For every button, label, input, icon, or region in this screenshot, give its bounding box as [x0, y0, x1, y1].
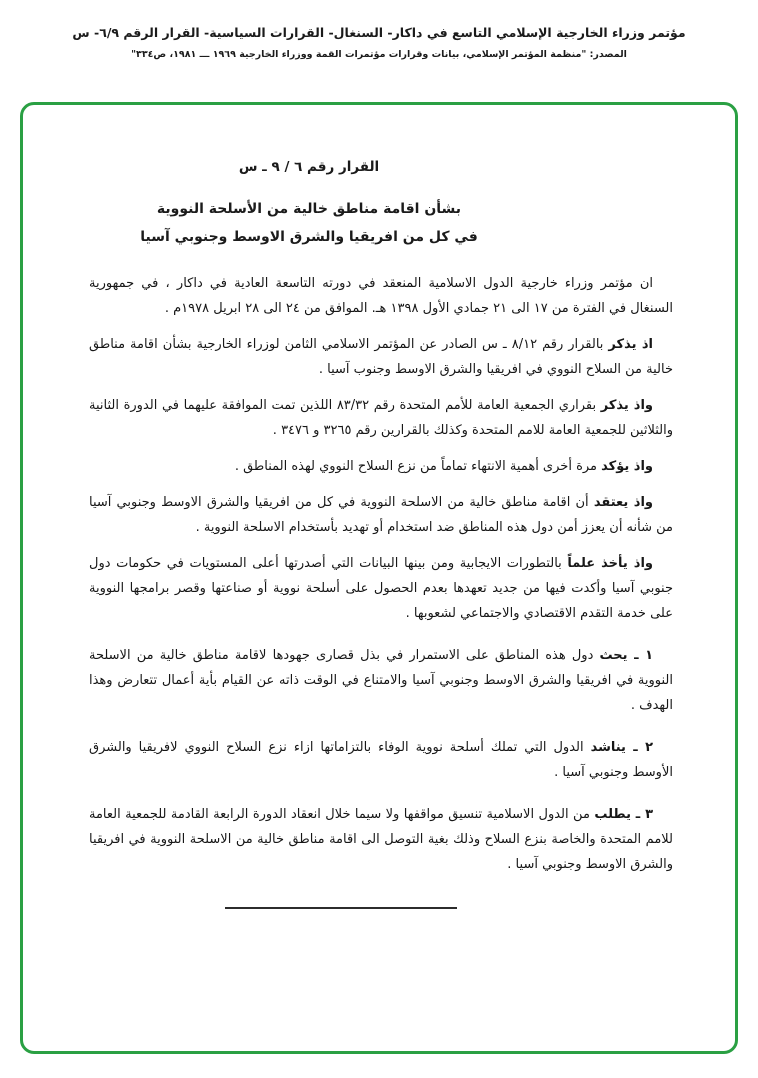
- paragraph-text: ان مؤتمر وزراء خارجية الدول الاسلامية المنعقد في دورته التاسعة العادية في داكار ، في جمهورية السنغال في الفترة من ١٧ الى ٢١ جمادي الأول ١٣٩٨ هـ. الموافق من ٢٤ الى ٢٨ ابريل ١٩٧٨م .: [89, 276, 673, 316]
- item-text: الدول التي تملك أسلحة نووية الوفاء بالتزاماتها ازاء نزع السلاح النووي لافريقيا والشرق الأوسط وجنوبي آسيا .: [89, 740, 673, 780]
- item-lead: يحث: [599, 648, 628, 663]
- document-body: [23, 105, 735, 909]
- resolution-number: القرار رقم ٦ / ٩ ـ س: [238, 159, 380, 175]
- document-frame: [20, 102, 738, 1054]
- footer-divider-line: [225, 907, 457, 909]
- paragraph-lead: واذ يأخذ علماً: [567, 556, 653, 571]
- operative-item-3: [89, 802, 673, 877]
- header-source: المصدر: "منظمة المؤتمر الإسلامي، بيانات وقرارات مؤتمرات القمة ووزراء الخارجية ١٩٦٩ ـــ ١٩٨١، ص٣٣٤": [131, 49, 627, 60]
- item-text: من الدول الاسلامية تنسيق مواقفها ولا سيما خلال انعقاد الدورة الرابعة القادمة للجمعية العامة للامم المتحدة والخاصة بنزع السلاح وذلك بغية التوصل الى اقامة مناطق خالية من الاسلحة النووية في افريقيا والشرق الاوسط وجنوبي آسيا .: [89, 807, 673, 872]
- paragraph-text: مرة أخرى أهمية الانتهاء تماماً من نزع السلاح النووي لهذه المناطق .: [234, 459, 602, 474]
- item-number: ١ ـ: [627, 648, 654, 663]
- preamble-paragraph-3: [89, 393, 673, 443]
- preamble-paragraph-1: [89, 271, 673, 321]
- preamble-paragraph-6: [89, 551, 673, 626]
- resolution-subject-line2: في كل من افريقيا والشرق الاوسط وجنوبي آسيا: [140, 229, 478, 245]
- operative-item-2: [89, 735, 673, 785]
- item-text: دول هذه المناطق على الاستمرار في بذل قصارى جهودها لاقامة مناطق خالية من الاسلحة النووية في افريقيا والشرق الاوسط وجنوبي آسيا والامتناع في الوقت ذاته عن القيام بأية أعمال تتعارض وهذا الهدف .: [89, 648, 673, 713]
- paragraph-lead: واذ يذكر: [600, 398, 654, 413]
- item-lead: يطلب: [594, 807, 631, 822]
- operative-item-1: [89, 643, 673, 718]
- paragraph-text: بالقرار رقم ٨/١٢ ـ س الصادر عن المؤتمر الاسلامي الثامن لوزراء الخارجية بشأن اقامة مناطق خالية من السلاح النووي في افريقيا والشرق الاوسط وجنوب آسيا .: [89, 337, 673, 377]
- preamble-paragraph-2: [89, 332, 673, 382]
- paragraph-text: بقراري الجمعية العامة للأمم المتحدة رقم ٨٣/٣٢ اللذين تمت الموافقة عليهما في الدورة الثانية والثلاثين للجمعية العامة للامم المتحدة وكذلك بالقرارين رقم ٣٢٦٥ و ٣٤٧٦ .: [89, 398, 673, 438]
- header-title: مؤتمر وزراء الخارجية الإسلامي التاسع في داكار- السنغال- القرارات السياسية- القرار الرقم ٦/٩- س: [72, 25, 686, 40]
- resolution-headings: [20, 159, 601, 251]
- paragraph-lead: واذ يؤكد: [601, 459, 653, 474]
- preamble-paragraph-5: [89, 490, 673, 540]
- paragraph-lead: اذ يذكر: [608, 337, 653, 352]
- preamble-paragraph-4: [89, 454, 673, 479]
- paragraph-lead: واذ يعتقد: [593, 495, 653, 510]
- item-number: ٣ ـ: [630, 807, 653, 822]
- paragraph-text: أن اقامة مناطق خالية من الاسلحة النووية في كل من افريقيا والشرق الاوسط وجنوبي آسيا من شأنه أن يعزز أمن دول هذه المناطق ضد استخدام أو تهديد بأستخدام الاسلحة النووية .: [89, 495, 673, 535]
- item-lead: يناشد: [590, 740, 626, 755]
- resolution-subject-line1: بشأن اقامة مناطق خالية من الأسلحة النووية: [156, 201, 462, 217]
- paragraph-text: بالتطورات الايجابية ومن بينها البيانات التي أصدرتها أعلى المستويات في حكومات دول جنوبي آسيا وأكدت فيها من جديد تعهدها بعدم الحصول على أسلحة نووية أو صناعتها وقصر برامجها النووية على خدمة التقدم الاقتصادي والاجتماعي لشعوبها .: [89, 556, 673, 621]
- document-header: [0, 25, 758, 60]
- item-number: ٢ ـ: [625, 740, 653, 755]
